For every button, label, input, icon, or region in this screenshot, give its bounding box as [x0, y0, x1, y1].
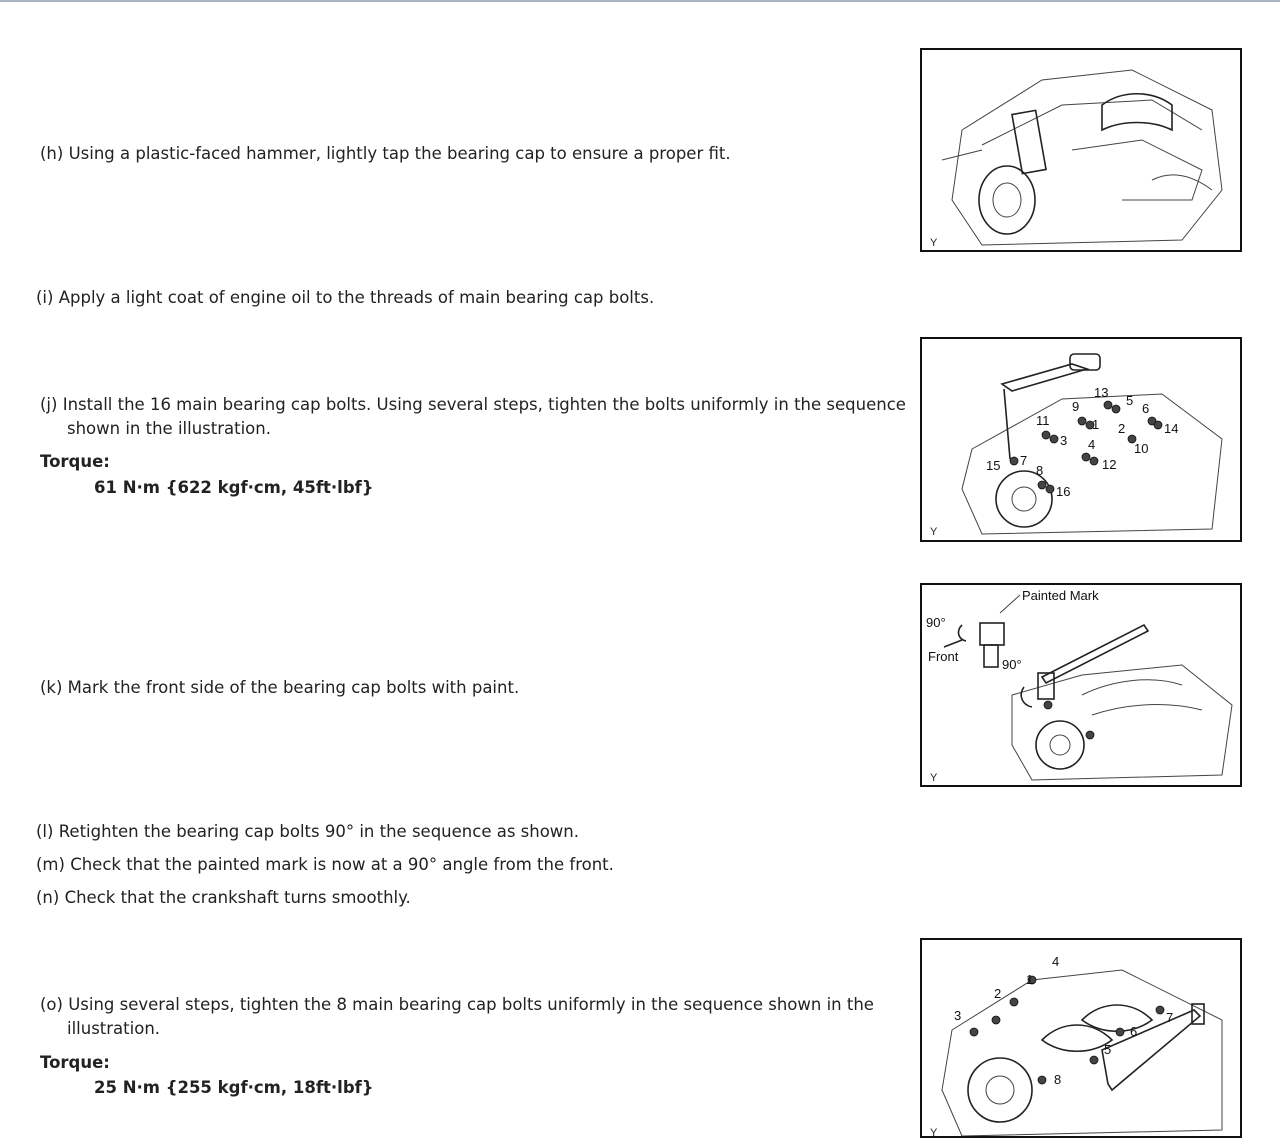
- bolt-num-9: 9: [1072, 399, 1080, 414]
- bolt-num-10: 10: [1134, 441, 1149, 456]
- bolt-num-1: 1: [1026, 972, 1034, 987]
- front-label: Front: [928, 649, 959, 664]
- figure-corner-label: Y: [930, 526, 938, 538]
- step-j-text: (j) Install the 16 main bearing cap bolts. Using several steps, tighten the bolts uniformly in the sequence shown in the illustration.: [40, 395, 906, 438]
- top-divider: [0, 0, 1280, 2]
- bolt-num-8: 8: [1054, 1072, 1062, 1087]
- step-k-text: (k) Mark the front side of the bearing cap bolts with paint.: [40, 678, 520, 697]
- figure-corner-label: Y: [930, 772, 938, 784]
- bolt-num-5: 5: [1126, 393, 1134, 408]
- figure-bolt-sequence-16-drawing: [922, 339, 1240, 540]
- angle-label-a: 90°: [926, 615, 946, 630]
- step-l-text: (l) Retighten the bearing cap bolts 90° in the sequence as shown.: [36, 822, 580, 841]
- bolt-num-5: 5: [1104, 1042, 1112, 1057]
- bolt-num-3: 3: [954, 1008, 962, 1023]
- angle-label-b: 90°: [1002, 657, 1022, 672]
- figure-bolt-sequence-16: [920, 337, 1242, 542]
- bolt-num-14: 14: [1164, 421, 1179, 436]
- figure-hammer-tap-drawing: [922, 50, 1240, 250]
- bolt-num-2: 2: [1118, 421, 1126, 436]
- bolt-num-4: 4: [1088, 437, 1096, 452]
- bolt-num-6: 6: [1142, 401, 1150, 416]
- bolt-num-6: 6: [1130, 1024, 1138, 1039]
- bolt-num-11: 11: [1036, 413, 1050, 428]
- figure-bolt-sequence-8-drawing: [922, 940, 1240, 1136]
- bolt-num-1: 1: [1092, 417, 1100, 432]
- bolt-num-7: 7: [1020, 453, 1028, 468]
- step-m-text: (m) Check that the painted mark is now at a 90° angle from the front.: [36, 855, 614, 874]
- step-i-text: (i) Apply a light coat of engine oil to the threads of main bearing cap bolts.: [36, 288, 655, 307]
- bolt-num-7: 7: [1166, 1010, 1174, 1025]
- figure-corner-label: Y: [930, 237, 938, 249]
- torque-j-label: Torque:: [40, 452, 110, 471]
- torque-o-value: 25 N·m {255 kgf·cm, 18ft·lbf}: [94, 1078, 374, 1097]
- bolt-num-13: 13: [1094, 385, 1109, 400]
- step-h-text: (h) Using a plastic-faced hammer, lightly tap the bearing cap to ensure a proper fit.: [40, 144, 731, 163]
- torque-j-value: 61 N·m {622 kgf·cm, 45ft·lbf}: [94, 478, 374, 497]
- painted-mark-label: Painted Mark: [1022, 588, 1099, 603]
- bolt-num-15: 15: [986, 458, 1001, 473]
- bolt-num-2: 2: [994, 986, 1002, 1001]
- figure-corner-label: Y: [930, 1127, 938, 1136]
- figure-painted-mark: [920, 583, 1242, 787]
- torque-o-label: Torque:: [40, 1053, 110, 1072]
- figure-bolt-sequence-8: [920, 938, 1242, 1138]
- bolt-num-3: 3: [1060, 433, 1068, 448]
- figure-painted-mark-drawing: [922, 585, 1240, 785]
- figure-hammer-tap: [920, 48, 1242, 252]
- bolt-num-16: 16: [1056, 484, 1071, 499]
- bolt-num-4: 4: [1052, 954, 1060, 969]
- step-o-text: (o) Using several steps, tighten the 8 main bearing cap bolts uniformly in the sequence shown in the illustration.: [40, 995, 874, 1038]
- step-n-text: (n) Check that the crankshaft turns smoothly.: [36, 888, 411, 907]
- bolt-num-12: 12: [1102, 457, 1117, 472]
- bolt-num-8: 8: [1036, 463, 1044, 478]
